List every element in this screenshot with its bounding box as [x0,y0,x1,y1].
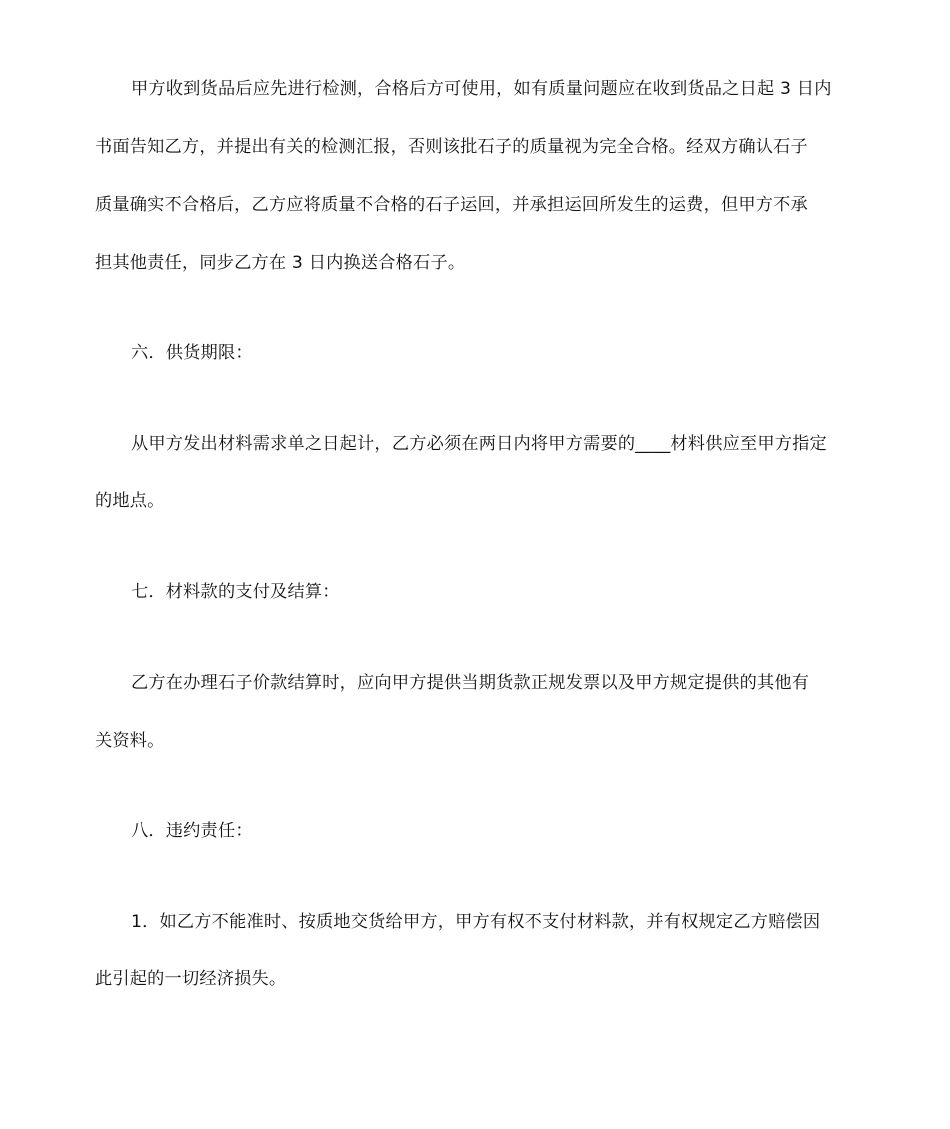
section-6-heading: 六．供货期限： [131,343,253,363]
inspection-para-line-4: 担其他责任，同步乙方在 3 日内换送合格石子。 [95,253,466,273]
section-7-heading: 七．材料款的支付及结算： [131,582,340,602]
section-8-item-1-line-1: 1．如乙方不能准时、按质地交货给甲方，甲方有权不支付材料款，并有权规定乙方赔偿因 [131,912,821,932]
section-7-para-line-2: 关资料。 [95,731,165,751]
section-6-para-line-2: 的地点。 [95,491,165,511]
section-6-para-line-1: 从甲方发出材料需求单之日起计，乙方必须在两日内将甲方需要的____材料供应至甲方指定 [131,434,827,454]
section-8-heading: 八．违约责任： [131,821,253,841]
section-8-item-1-line-2: 此引起的一切经济损失。 [95,969,287,989]
inspection-para-line-2: 书面告知乙方，并提出有关的检测汇报，否则该批石子的质量视为完全合格。经双方确认石子 [95,137,808,157]
section-7-para-line-1: 乙方在办理石子价款结算时，应向甲方提供当期货款正规发票以及甲方规定提供的其他有 [131,673,810,693]
inspection-para-line-3: 质量确实不合格后，乙方应将质量不合格的石子运回，并承担运回所发生的运费，但甲方不承 [95,195,808,215]
inspection-para-line-1: 甲方收到货品后应先进行检测，合格后方可使用，如有质量问题应在收到货品之日起 3 日内 [131,79,832,99]
